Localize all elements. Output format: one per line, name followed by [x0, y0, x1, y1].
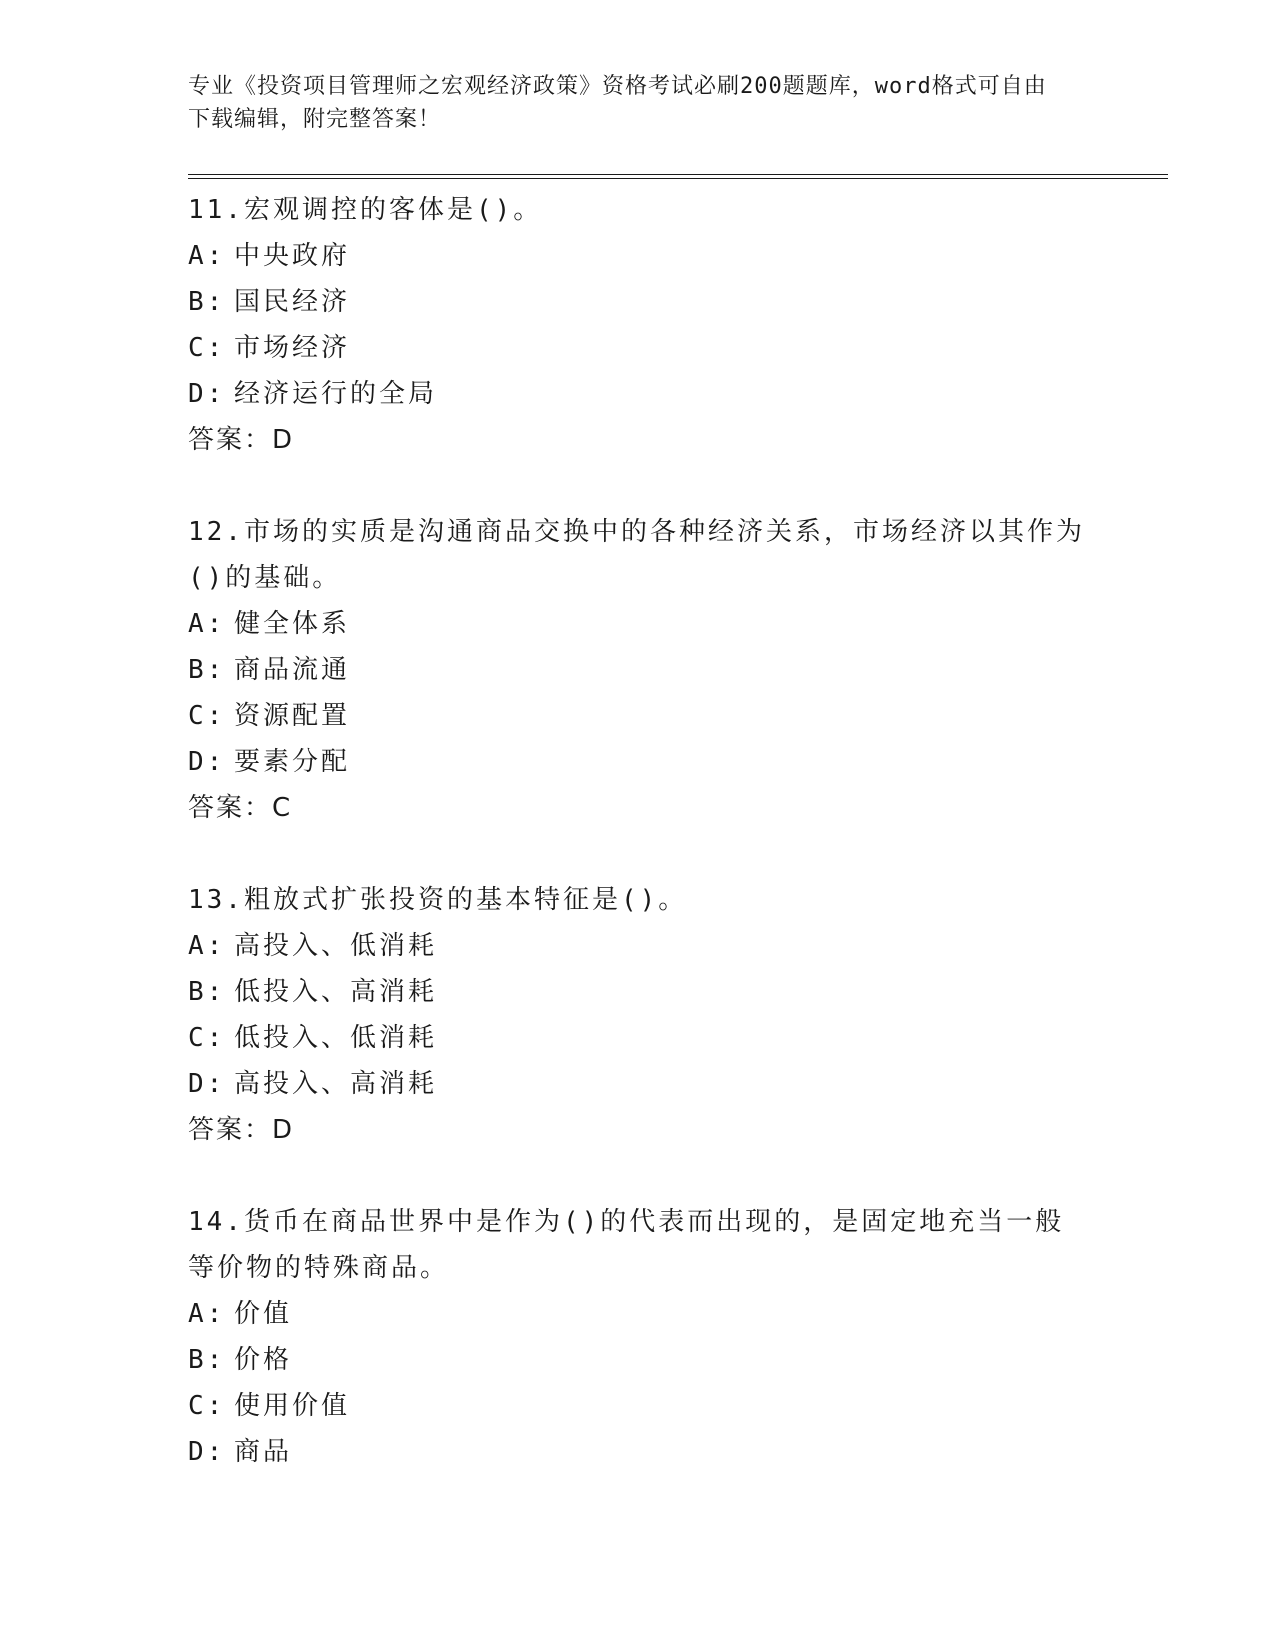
option-key: A: [188, 931, 226, 961]
option-text: 价值 [234, 1299, 293, 1329]
option-text: 经济运行的全局 [234, 379, 438, 409]
option-text: 中央政府 [234, 241, 351, 271]
option-text: 资源配置 [234, 701, 351, 731]
option-key: A: [188, 241, 226, 271]
option-key: C: [188, 701, 226, 731]
option-c [188, 1015, 1168, 1061]
option-b [188, 969, 1168, 1015]
question-14 [188, 1199, 1168, 1475]
option-d [188, 371, 1168, 417]
option-key: D: [188, 379, 226, 409]
question-list [188, 187, 1168, 1475]
option-a [188, 233, 1168, 279]
option-b [188, 279, 1168, 325]
option-a [188, 1291, 1168, 1337]
option-key: B: [188, 655, 226, 685]
option-key: A: [188, 1299, 226, 1329]
option-key: D: [188, 1437, 226, 1467]
option-c [188, 1383, 1168, 1429]
option-text: 使用价值 [234, 1391, 351, 1421]
option-c [188, 325, 1168, 371]
option-key: C: [188, 333, 226, 363]
option-a [188, 601, 1168, 647]
question-stem: 13.粗放式扩张投资的基本特征是()。 [188, 885, 688, 915]
option-key: C: [188, 1023, 226, 1053]
option-key: D: [188, 747, 226, 777]
option-key: B: [188, 287, 226, 317]
answer-line: 答案：D [188, 425, 295, 455]
option-c [188, 693, 1168, 739]
option-text: 低投入、高消耗 [234, 977, 438, 1007]
option-key: A: [188, 609, 226, 639]
question-11 [188, 187, 1168, 463]
document-page [188, 70, 1168, 1521]
option-text: 商品 [234, 1437, 293, 1467]
option-d [188, 739, 1168, 785]
option-text: 市场经济 [234, 333, 351, 363]
option-key: B: [188, 1345, 226, 1375]
question-stem: 14.货币在商品世界中是作为()的代表而出现的，是固定地充当一般等价物的特殊商品。 [188, 1207, 1065, 1283]
question-13 [188, 877, 1168, 1153]
option-text: 高投入、高消耗 [234, 1069, 438, 1099]
option-text: 高投入、低消耗 [234, 931, 438, 961]
question-12 [188, 509, 1168, 831]
answer-line: 答案：C [188, 793, 293, 823]
option-a [188, 923, 1168, 969]
option-d [188, 1429, 1168, 1475]
option-text: 价格 [234, 1345, 293, 1375]
option-text: 商品流通 [234, 655, 351, 685]
question-stem: 11.宏观调控的客体是()。 [188, 195, 543, 225]
header-divider [188, 174, 1168, 179]
option-key: C: [188, 1391, 226, 1421]
option-text: 低投入、低消耗 [234, 1023, 438, 1053]
option-key: B: [188, 977, 226, 1007]
document-header: 专业《投资项目管理师之宏观经济政策》资格考试必刷200题题库，word格式可自由下载编辑，附完整答案！ [188, 74, 1047, 132]
option-text: 健全体系 [234, 609, 351, 639]
option-d [188, 1061, 1168, 1107]
question-stem: 12.市场的实质是沟通商品交换中的各种经济关系，市场经济以其作为()的基础。 [188, 517, 1085, 593]
option-text: 要素分配 [234, 747, 351, 777]
answer-line: 答案：D [188, 1115, 295, 1145]
option-b [188, 1337, 1168, 1383]
option-key: D: [188, 1069, 226, 1099]
option-b [188, 647, 1168, 693]
option-text: 国民经济 [234, 287, 351, 317]
